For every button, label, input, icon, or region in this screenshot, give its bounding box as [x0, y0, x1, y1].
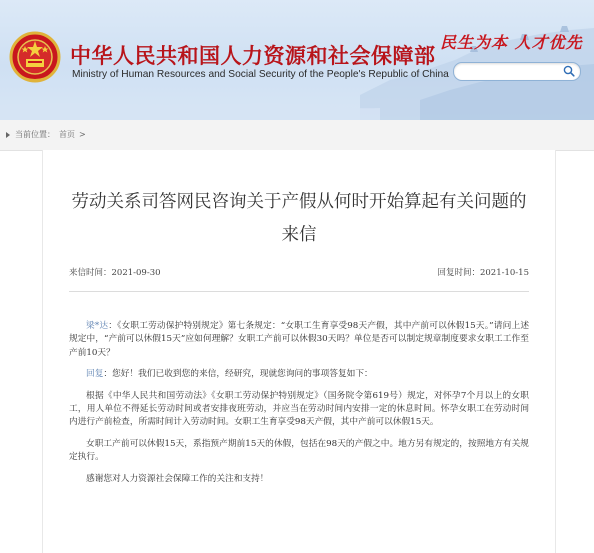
reply-date-label: 回复时间： [437, 268, 480, 278]
breadcrumb-home-link[interactable]: 首页 [59, 130, 75, 139]
ministry-name-english: Ministry of Human Resources and Social Security of the People's Republic of China [72, 69, 449, 80]
reply-paragraph-1: 根据《中华人民共和国劳动法》《女职工劳动保护特别规定》（国务院令第619号）规定，对怀孕7个月以上的女职工，用人单位不得延长劳动时间或者安排夜班劳动，并应当在劳动时间内安排一定的休息时间。怀孕女职工在劳动时间内进行产前检查，所需时间计入劳动时间。女职工生育享受98天产假，其中产前可以休假15天。 [69, 390, 529, 428]
search-box[interactable] [453, 62, 581, 81]
reply-paragraph-2: 女职工产前可以休假15天，系指预产期前15天的休假，包括在98天的产假之中。地方另有规定的，按照地方有关规定执行。 [69, 438, 529, 463]
questioner-name: 梁*达 [86, 321, 109, 331]
reply-paragraph-3: 感谢您对人力资源社会保障工作的关注和支持！ [86, 473, 269, 484]
national-emblem-icon [8, 30, 62, 88]
reply-date [437, 266, 529, 278]
calligraphy-slogan: 民生为本 人才优先 [440, 33, 583, 52]
reply-date-value: 2021-10-15 [479, 268, 529, 278]
reply-intro-text: ：您好！我们已收到您的来信，经研究，现就您询问的事项答复如下： [103, 369, 373, 380]
site-header [0, 0, 594, 120]
search-icon[interactable] [563, 65, 575, 77]
reply-intro-paragraph [69, 368, 529, 381]
breadcrumb-current-label: 当前位置： [15, 130, 55, 139]
article-container [42, 150, 556, 553]
question-text: ：《女职工劳动保护特别规定》第七条规定：“女职工生育享受98天产假，其中产前可以休假15天。”请问上述规定中，“产前可以休假15天”应如何理解？女职工产前可以休假30天吗？单位是否可以制定规章制度要求女职工工作至产前10天？ [69, 321, 530, 358]
article-title: 劳动关系司答网民咨询关于产假从何时开始算起有关问题的来信 [71, 192, 527, 245]
letter-date-label: 来信时间： [69, 268, 112, 278]
ministry-name-chinese: 中华人民共和国人力资源和社会保障部 [70, 44, 436, 68]
letter-date-value: 2021-09-30 [111, 268, 161, 278]
breadcrumb [6, 129, 86, 140]
meta-divider [69, 291, 529, 292]
article-body [69, 320, 529, 494]
breadcrumb-bar [0, 120, 594, 151]
question-paragraph [69, 320, 529, 360]
search-input[interactable] [462, 63, 558, 80]
reply-label: 回复 [86, 369, 104, 380]
breadcrumb-separator: > [79, 130, 86, 139]
letter-date [69, 266, 161, 278]
breadcrumb-arrow-icon [6, 132, 10, 138]
